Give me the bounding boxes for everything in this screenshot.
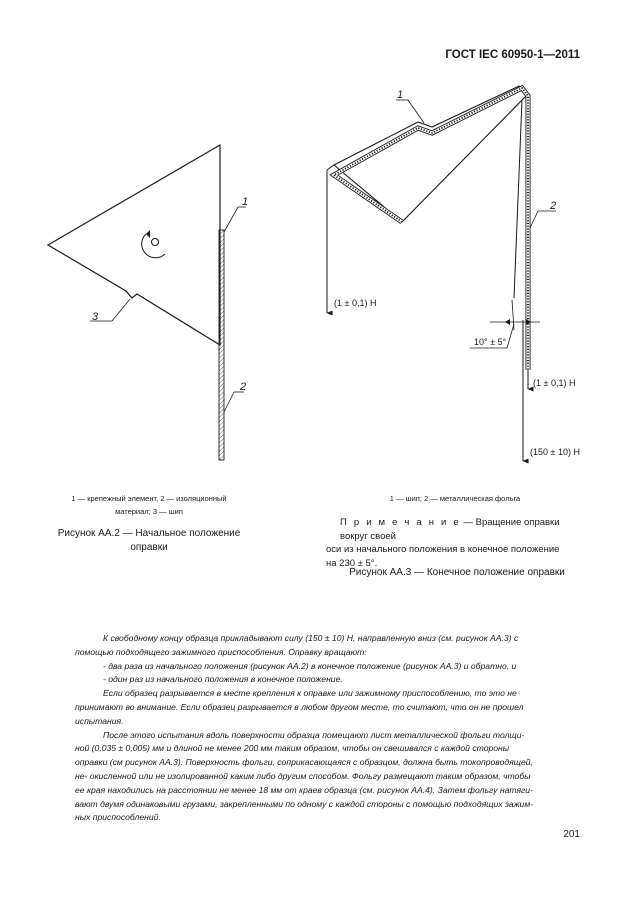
paragraph-3-line2: ной (0,035 ± 0,005) мм и длиной не менее 200 мм таким образом, чтобы он свешивался с каждой стороны (75, 743, 510, 754)
aa2-legend-line1: 1 — крепежный элемент, 2 — изоляционный (71, 494, 227, 503)
mandrel-triangle-rotated (334, 86, 528, 222)
figure-aa3-drawing (327, 86, 580, 461)
figure-aa3-caption: Рисунок АА.3 — Конечное положение оправки (349, 567, 565, 578)
document-header: ГОСТ IEC 60950-1—2011 (445, 49, 580, 61)
paragraph-1-line2: помощью подходящего зажимного приспособления. Оправку вращают: (75, 646, 367, 657)
paragraph-3-line3: оправки (см рисунок АА.3). Поверхность фольги, соприкасающаяся с образцом, должна быть токопроводящей, (75, 757, 533, 768)
note-line2: оси из начального положения в конечное положение (326, 544, 560, 555)
aa2-label-2: 2 (240, 381, 247, 393)
note-line3: на 230 ± 5°. (326, 557, 378, 569)
figure-aa2-drawing (48, 145, 248, 460)
list-item-1: - два раза из начального положения (рисунок АА.2) в конечное положение (рисунок АА.3) и обратно, и (103, 660, 517, 671)
figure-aa2-legend (40, 492, 258, 518)
force-left-label: (1 ± 0,1) Н (334, 298, 377, 308)
paragraph-3-line7: ных приспособлений. (75, 812, 161, 823)
figure-aa3-note (326, 516, 588, 570)
rotation-arrow-icon (142, 234, 165, 258)
aa2-caption-line2: оправки (130, 542, 168, 553)
note-line1: — Вращение оправки вокруг своей (340, 517, 560, 542)
aa2-caption-line1: Рисунок АА.2 — Начальное положение (57, 528, 241, 539)
figure-aa3-legend: 1 — шип; 2 — металлическая фольга (389, 494, 521, 503)
paragraph-3-line1: После этого испытания вдоль поверхности образца помещают лист металлической фольги толщи- (103, 729, 525, 740)
aa2-label-3: 3 (92, 311, 99, 323)
force-right-label: (1 ± 0,1) Н (533, 378, 576, 388)
rotation-axis-icon (152, 239, 159, 246)
paragraph-2-line3: испытания. (75, 715, 124, 726)
paragraph-3-line5: ее края находились на расстоянии не менее 18 мм от краев образца (см. рисунок АА.4). Затем фольгу натяги- (75, 784, 533, 795)
figure-aa2-caption (40, 527, 258, 555)
paragraph-1-line1: К свободному концу образца прикладывают силу (150 ± 10) Н, направленную вниз (см. рисунок АА.3) с (103, 633, 519, 643)
angle-label: 10° ± 5° (474, 337, 507, 347)
paragraph-2-line2: принимают во внимание. Если образец разрывается в любом другом месте, то считают, что он не прошел (75, 701, 524, 712)
aa2-label-1: 1 (242, 196, 249, 208)
paragraph-3-line6: вают двумя одинаковыми грузами, закрепленными по одному с каждой стороны с помощью подходящих зажим- (75, 798, 534, 809)
insulating-material-strip (219, 230, 224, 460)
aa3-label-2: 2 (550, 200, 557, 212)
paragraph-3-line4: не- окисленной или не изолированной каким либо другим способом. Фольгу размещают таким образом, чтобы (75, 770, 531, 781)
aa2-legend-line2: материал; 3 — шип (115, 507, 183, 516)
force-main-label: (150 ± 10) Н (530, 447, 580, 457)
page-number: 201 (563, 829, 580, 840)
list-item-2: - один раз из начального положения в конечное положение. (103, 674, 343, 685)
mandrel-triangle (48, 145, 220, 345)
hanging-line-left (327, 165, 334, 170)
aa3-label-1: 1 (397, 89, 404, 101)
note-prefix: П р и м е ч а н и е (340, 517, 461, 528)
body-text (75, 632, 583, 825)
paragraph-2-line1: Если образец разрывается в месте крепления к оправке или зажимному приспособлению, то это не (103, 688, 517, 699)
metal-foil-strip (334, 88, 528, 370)
